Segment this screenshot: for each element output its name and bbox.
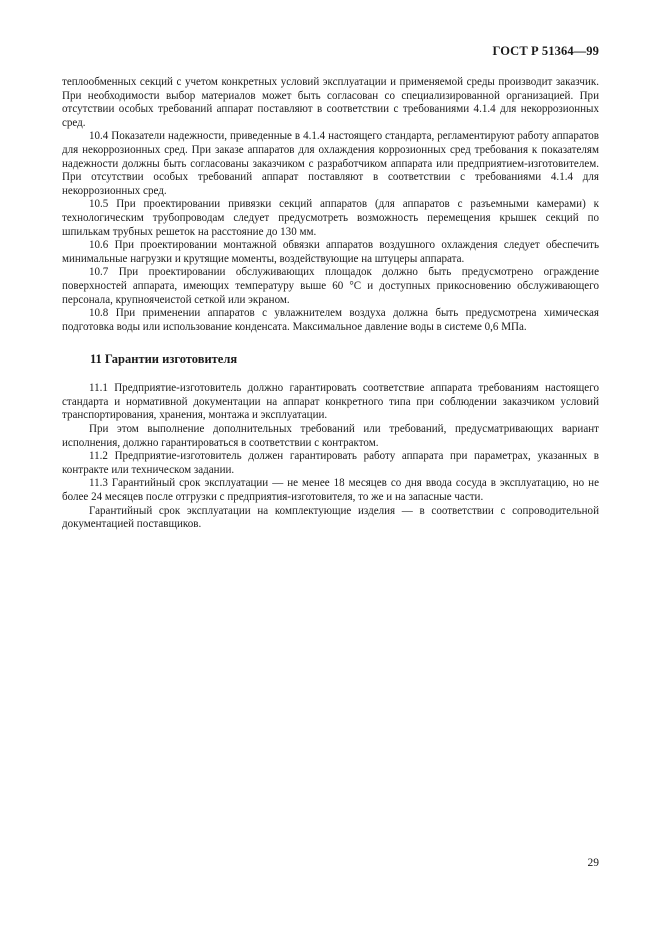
paragraph-11-3: 11.3 Гарантийный срок эксплуатации — не менее 18 месяцев со дня ввода сосуда в эксплуатацию, но не более 24 месяцев после отгрузки с предприятия-изготовителя, то же и на запасные части. [62,477,599,504]
paragraph-11-2: 11.2 Предприятие-изготовитель должен гарантировать работу аппарата при параметрах, указанных в контракте или техническом задании. [62,450,599,476]
paragraph-10-7: 10.7 При проектировании обслуживающих площадок должно быть предусмотрено ограждение поверхностей аппарата, имеющих температуру выше 60 °С и доступных прикосновению обслуживающего персонала, крупноячеистой сеткой или экраном. [62,266,599,306]
paragraph-10-6: 10.6 При проектировании монтажной обвязки аппаратов воздушного охлаждения следует обеспечить минимальные нагрузки и крутящие моменты, воздействующие на штуцеры аппарата. [62,239,599,265]
paragraph-10-8: 10.8 При применении аппаратов с увлажнителем воздуха должна быть предусмотрена химическая подготовка воды или использование конденсата. Максимальное давление воды в системе 0,6 МПа. [62,307,599,333]
paragraph-continuation: теплообменных секций с учетом конкретных условий эксплуатации и применяемой среды производит заказчик. При необходимости выбор материалов может быть согласован со специализированной организацией. При отсутствии особых требований аппарат поставляют в соответствии с требованиями 4.1.4 для некоррозионных сред. [62,76,599,129]
paragraph-11-3-note: Гарантийный срок эксплуатации на комплектующие изделия — в соответствии с сопроводительной документацией поставщиков. [62,504,599,531]
paragraph-11-1-note: При этом выполнение дополнительных требований или требований, предусматривающих вариант исполнения, должно гарантироваться в соответствии с контрактом. [62,423,599,449]
paragraph-11-1: 11.1 Предприятие-изготовитель должно гарантировать соответствие аппарата требованиям настоящего стандарта и нормативной документации на аппарат конкретного типа при соблюдении заказчиком условий транспортирования, хранения, монтажа и эксплуатации. [62,382,599,422]
standard-header: ГОСТ Р 51364—99 [492,44,599,58]
page-number: 29 [587,857,599,869]
page-content [62,76,599,532]
paragraph-10-4: 10.4 Показатели надежности, приведенные в 4.1.4 настоящего стандарта, регламентируют работу аппаратов для некоррозионных сред. При заказе аппаратов для охлаждения коррозионных сред требования к показателям надежности должны быть согласованы заказчиком с разработчиком аппарата или предприятием-изготовителем. При отсутствии особых требований аппарат поставляют в соответствии с требованиями 4.1.4 для некоррозионных сред. [62,130,599,197]
section-heading-11: 11 Гарантии изготовителя [90,352,238,367]
paragraph-10-5: 10.5 При проектировании привязки секций аппаратов (для аппаратов с разъемными камерами) к технологическим трубопроводам следует предусмотреть возможность перемещения крышек секций по шпилькам трубных решеток на расстояние до 130 мм. [62,198,599,238]
